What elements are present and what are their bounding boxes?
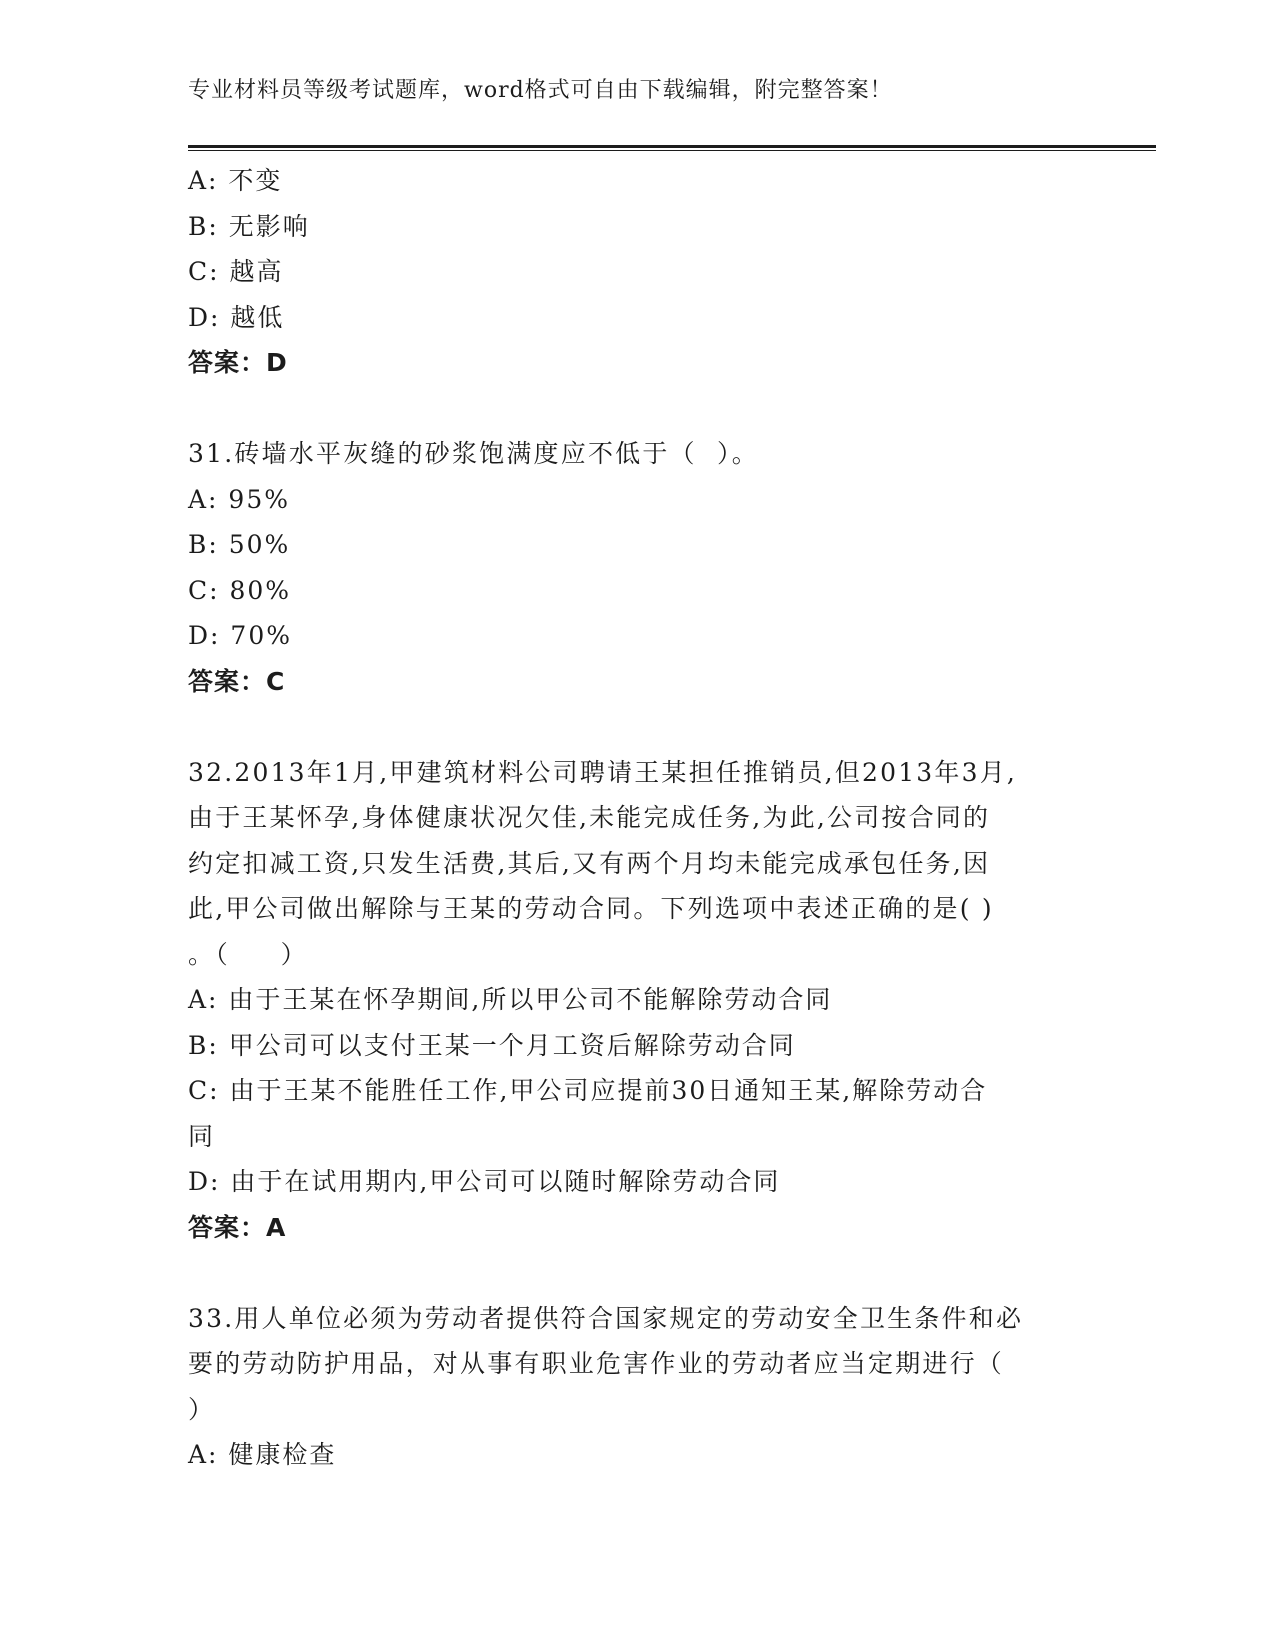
option-a: A: 健康检查: [188, 1440, 337, 1469]
option-a: A: 不变: [188, 166, 283, 195]
answer: 答案：D: [188, 348, 288, 377]
question-33: [188, 1296, 1088, 1478]
option-a: A: 由于王某在怀孕期间,所以甲公司不能解除劳动合同: [188, 985, 833, 1014]
answer: 答案：C: [188, 666, 286, 696]
question-stem: 。（ ）: [188, 939, 308, 969]
spacer: [188, 386, 1088, 432]
question-stem: 由于王某怀孕,身体健康状况欠佳,未能完成任务,为此,公司按合同的: [188, 803, 991, 832]
answer: 答案：A: [188, 1212, 287, 1242]
option-a: A: 95%: [188, 484, 290, 514]
page-header: 专业材料员等级考试题库，word格式可自由下载编辑，附完整答案！: [188, 78, 893, 103]
option-c: C: 越高: [188, 257, 284, 286]
question-32: [188, 750, 1088, 1251]
question-carryover: [188, 158, 1088, 386]
header-rule: [188, 145, 1156, 151]
option-c-continued: 同: [188, 1121, 216, 1151]
question-stem: 要的劳动防护用品，对从事有职业危害作业的劳动者应当定期进行（: [188, 1349, 1005, 1378]
question-stem: 31.砖墙水平灰缝的砂浆饱满度应不低于（ ）。: [188, 439, 759, 468]
question-31: [188, 431, 1088, 704]
option-d: D: 由于在试用期内,甲公司可以随时解除劳动合同: [188, 1167, 781, 1196]
option-d: D: 70%: [188, 621, 292, 650]
option-d: D: 越低: [188, 302, 285, 332]
option-b: B: 甲公司可以支付王某一个月工资后解除劳动合同: [188, 1030, 796, 1060]
question-stem: 33.用人单位必须为劳动者提供符合国家规定的劳动安全卫生条件和必: [188, 1303, 1024, 1333]
option-b: B: 无影响: [188, 211, 310, 241]
option-c: C: 由于王某不能胜任工作,甲公司应提前30日通知王某,解除劳动合: [188, 1076, 988, 1105]
question-stem: 32.2013年1月,甲建筑材料公司聘请王某担任推销员,但2013年3月,: [188, 757, 1018, 787]
spacer: [188, 704, 1088, 750]
question-stem: 约定扣减工资,只发生活费,其后,又有两个月均未能完成承包任务,因: [188, 848, 991, 878]
question-list: [188, 158, 1088, 1478]
spacer: [188, 1250, 1088, 1296]
option-c: C: 80%: [188, 575, 292, 605]
question-stem: ）: [188, 1394, 216, 1424]
question-stem: 此,甲公司做出解除与王某的劳动合同。下列选项中表述正确的是( ): [188, 894, 994, 923]
option-b: B: 50%: [188, 530, 291, 559]
